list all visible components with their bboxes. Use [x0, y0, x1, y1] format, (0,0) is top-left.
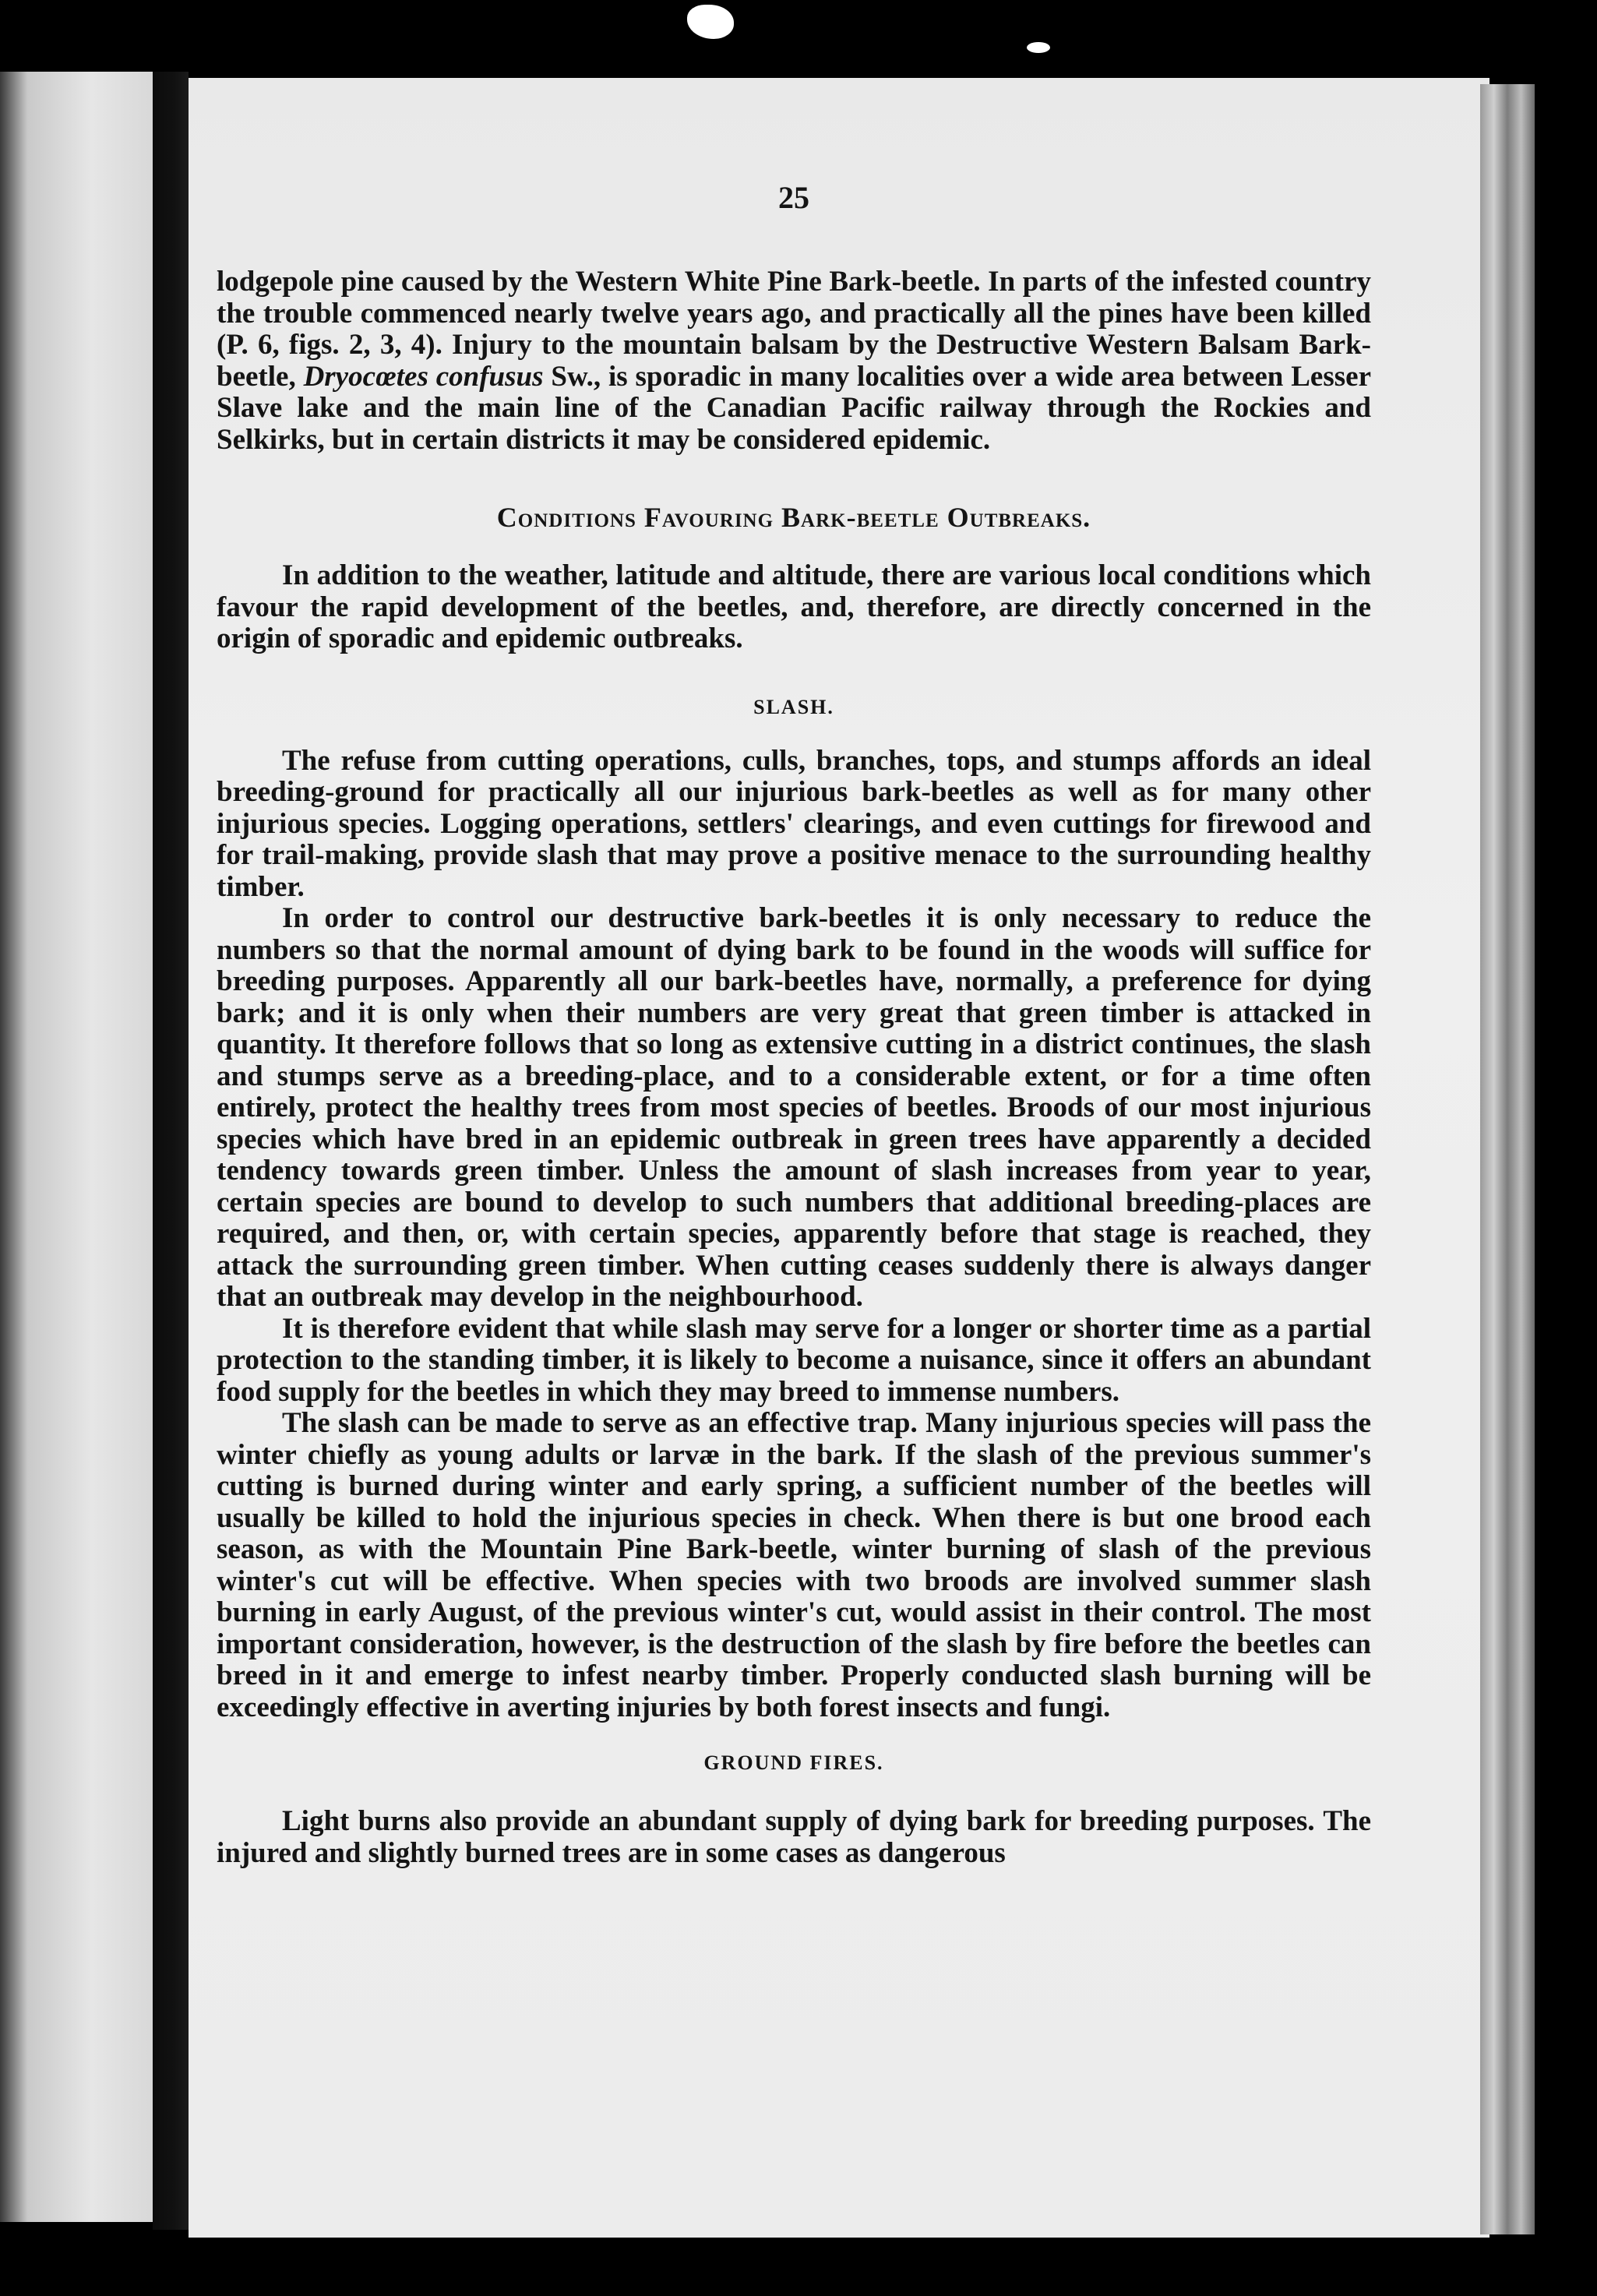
page-text: [217, 179, 1371, 1869]
section-heading-conditions: Conditions Favouring Bark-beetle Outbreaks.: [496, 502, 1091, 533]
paragraph-slash-2: In order to control our destructive bark-beetles it is only necessary to reduce the numbers so that the normal amount of dying bark to be found in the woods will suffice for breeding purposes. Apparently all our bark-beetles have, normally, a preference for dying bark; and it is only when their numbers are very great that green timber is attacked in quantity. It therefore follows that so long as extensive cutting in a district continues, the slash and stumps serve as a breeding-place, and to a considerable extent, or for a time often entirely, protect the healthy trees from most species of beetles. Broods of our most injurious species which have bred in an epidemic outbreak in green trees have apparently a decided tendency towards green timber. Unless the amount of slash increases from year to year, certain species are bound to develop to such numbers that additional breeding-places are required, and then, or, with certain species, apparently before that stage is reached, they attack the surrounding green timber. When cutting ceases suddenly there is always danger that an outbreak may develop in the neighbourhood.: [217, 902, 1371, 1313]
subheading-slash: SLASH.: [753, 695, 834, 718]
paragraph-slash-4: The slash can be made to serve as an effective trap. Many injurious species will pass the winter chiefly as young adults or larvæ in the bark. If the slash of the previous summer's cutting is burned during winter and early spring, a sufficient number of the beetles will usually be killed to hold the injurious species in check. When there is but one brood each season, as with the Mountain Pine Bark-beetle, winter burning of slash of the previous winter's cut will be effective. When species with two broods are involved summer slash burning in early August, of the previous winter's cut, would assist in their control. The most important consideration, however, is the destruction of the slash by fire before the beetles can breed in it and emerge to infest nearby timber. Properly conducted slash burning will be exceedingly effective in averting injuries by both forest insects and fungi.: [217, 1407, 1371, 1723]
page-number: 25: [778, 180, 809, 215]
paragraph-intro: [217, 266, 1371, 456]
book-gutter: [153, 72, 189, 2230]
intro-text-end: Sw., is sporadic in many localities over a wide area between Lesser Slave lake and the main line of the Canadian Pacific railway through the Rockies and Selkirks, but in certain districts it may be considered epidemic.: [217, 360, 1371, 456]
left-page-edge: [0, 72, 153, 2222]
scan-artifact: [1027, 42, 1050, 53]
species-name: Dryocœtes confusus: [303, 360, 544, 393]
scan-artifact: [687, 5, 734, 39]
intro-text-start: lodgepole pine caused by the Western White Pine Bark-beetle. In parts of the infested country the trouble commenced nearly twelve years ago, and practically all the pines have been killed (P. 6, figs. 2, 3, 4). Injury to the mountain balsam by the Destructive Western Balsam Bark-beetle,: [217, 266, 1371, 393]
paragraph-slash-1: The refuse from cutting operations, culls, branches, tops, and stumps affords an ideal breeding-ground for practically all our injurious bark-beetles as well as for many other injurious species. Logging operations, settlers' clearings, and even cuttings for firewood and for trail-making, provide slash that may prove a positive menace to the surrounding healthy timber.: [217, 744, 1371, 903]
paragraph-ground-fires: Light burns also provide an abundant supply of dying bark for breeding purposes. The injured and slightly burned trees are in some cases as dangerous: [217, 1805, 1371, 1869]
page-stack-edge: [1480, 84, 1535, 2234]
subheading-ground-fires: GROUND FIRES.: [703, 1751, 884, 1774]
paragraph-slash-3: It is therefore evident that while slash may serve for a longer or shorter time as a partial protection to the standing timber, it is likely to become a nuisance, since it offers an abundant food supply for the beetles in which they may breed to immense numbers.: [217, 1312, 1371, 1408]
paragraph-conditions: In addition to the weather, latitude and altitude, there are various local conditions which favour the rapid development of the beetles, and, therefore, are directly concerned in the origin of sporadic and epidemic outbreaks.: [217, 559, 1371, 654]
